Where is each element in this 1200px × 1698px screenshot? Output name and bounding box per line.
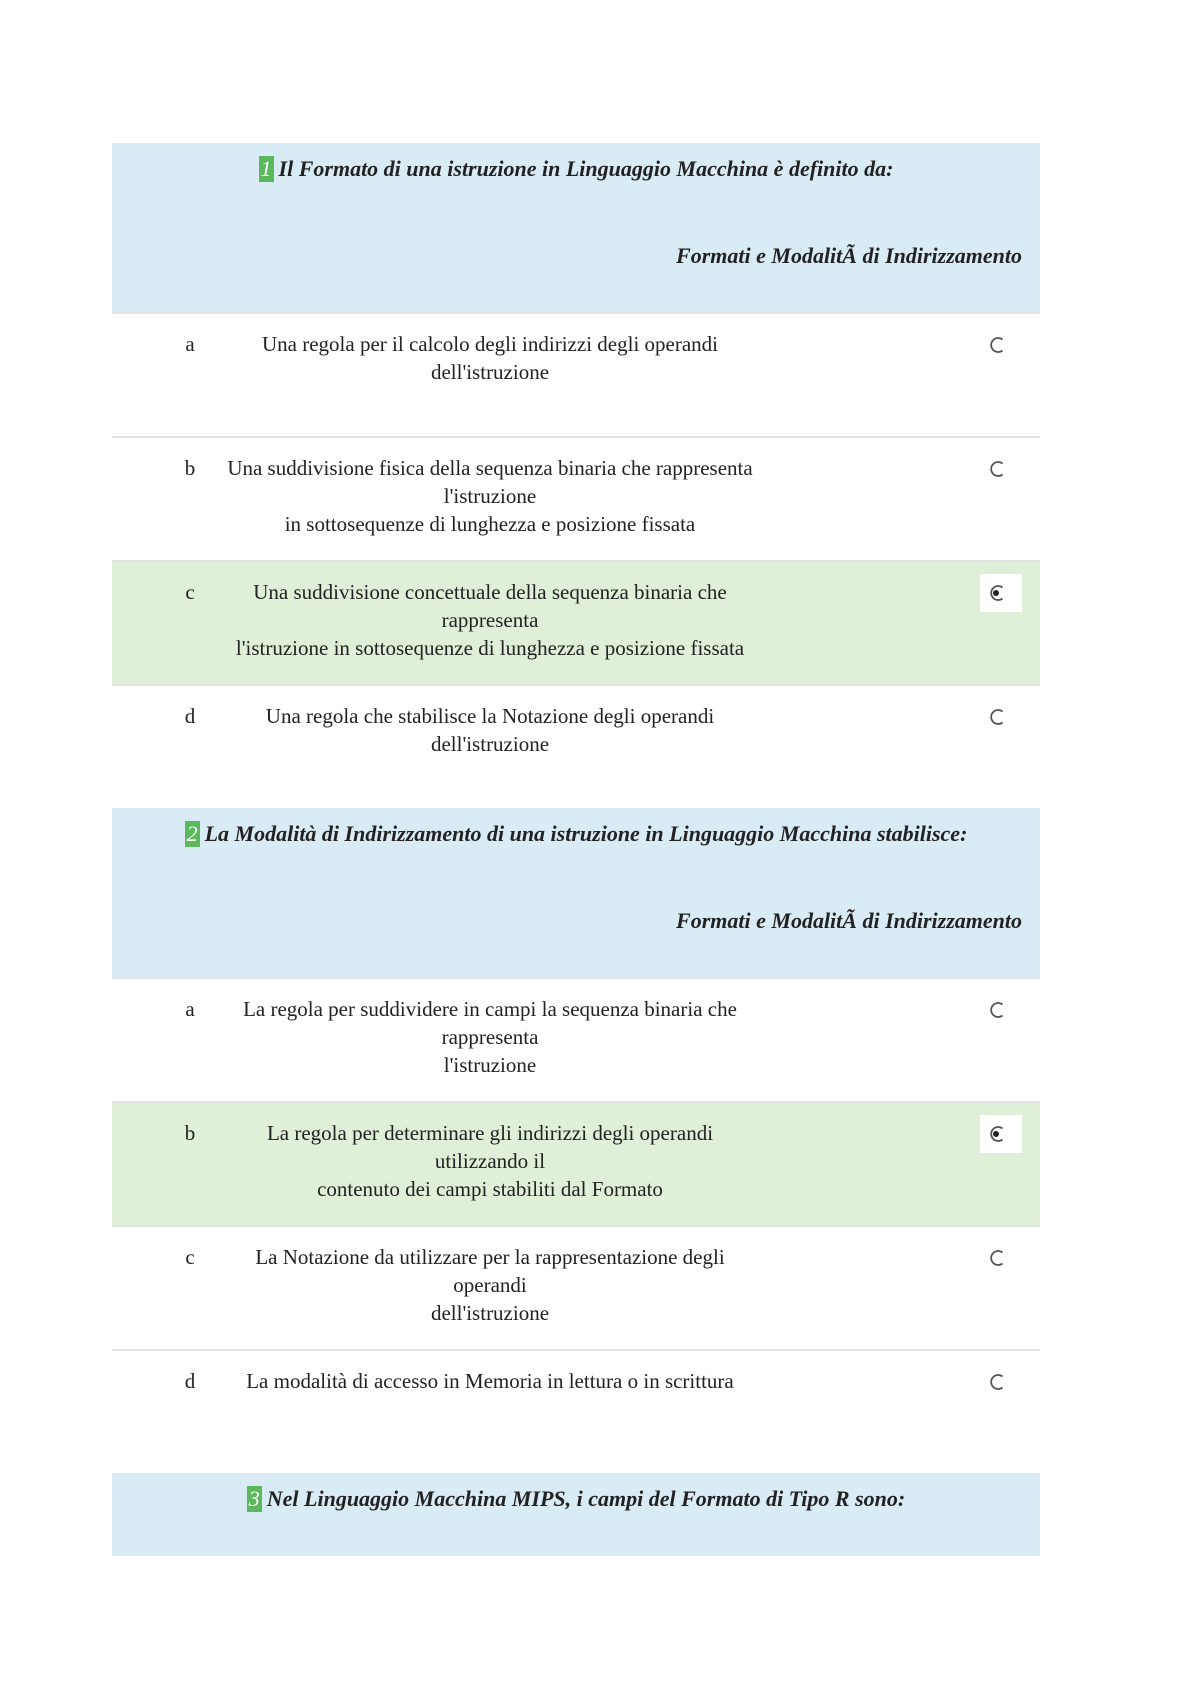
question-number-badge: 1 (260, 156, 272, 181)
option-row-1a[interactable] (112, 312, 1040, 436)
radio-button-2d[interactable] (980, 1363, 1022, 1401)
radio-button-icon (987, 1372, 1007, 1392)
radio-button-icon (987, 459, 1007, 479)
option-row-2c[interactable] (112, 1225, 1040, 1349)
question-title-1 (112, 155, 1040, 183)
option-text: Una regola per il calcolo degli indirizzi degli operandi dell'istruzione (262, 332, 718, 384)
option-letter: a (185, 332, 195, 356)
option-letter: a (185, 997, 195, 1021)
option-letter: c (185, 1245, 195, 1269)
option-row-2a[interactable] (112, 977, 1040, 1101)
question-text: Il Formato di una istruzione in Linguaggio Macchina è definito da: (278, 156, 894, 181)
radio-button-1b[interactable] (980, 450, 1022, 488)
option-letter: d (184, 1369, 196, 1393)
radio-button-2a[interactable] (980, 991, 1022, 1029)
question-number-badge: 2 (186, 821, 198, 846)
option-text: Una suddivisione concettuale della sequenza binaria che rappresenta l'istruzione in sottosequenze di lunghezza e posizione fissata (235, 580, 745, 660)
question-number-badge: 3 (248, 1486, 260, 1511)
option-text: Una suddivisione fisica della sequenza binaria che rappresenta l'istruzione in sottosequenze di lunghezza e posizione fissata (227, 456, 753, 536)
radio-button-checked-icon (987, 1124, 1007, 1144)
question-topic: Formati e ModalitÃ di Indirizzamento (676, 908, 1022, 933)
radio-button-icon (987, 1000, 1007, 1020)
option-row-2b[interactable] (112, 1101, 1040, 1225)
option-row-2d[interactable] (112, 1349, 1040, 1473)
question-header-2 (112, 808, 1040, 977)
option-row-1c[interactable] (112, 560, 1040, 684)
option-letter: b (184, 1121, 196, 1145)
radio-button-2b[interactable] (980, 1115, 1022, 1153)
quiz-sheet (112, 143, 1040, 1556)
option-text: La regola per determinare gli indirizzi degli operandi utilizzando il contenuto dei campi stabiliti dal Formato (266, 1121, 714, 1201)
option-text: La Notazione da utilizzare per la rappresentazione degli operandi dell'istruzione (255, 1245, 725, 1325)
radio-button-icon (987, 1248, 1007, 1268)
radio-button-icon (987, 335, 1007, 355)
option-letter: d (184, 704, 196, 728)
option-row-1b[interactable] (112, 436, 1040, 560)
radio-button-1c[interactable] (980, 574, 1022, 612)
option-text: Una regola che stabilisce la Notazione degli operandi dell'istruzione (265, 704, 715, 756)
radio-button-1a[interactable] (980, 326, 1022, 364)
option-letter: c (185, 580, 195, 604)
option-row-1d[interactable] (112, 684, 1040, 808)
question-topic: Formati e ModalitÃ di Indirizzamento (676, 243, 1022, 268)
radio-button-1d[interactable] (980, 698, 1022, 736)
radio-button-2c[interactable] (980, 1239, 1022, 1277)
question-title-2 (112, 820, 1040, 848)
radio-button-checked-icon (987, 583, 1007, 603)
option-letter: b (184, 456, 196, 480)
option-text: La regola per suddividere in campi la sequenza binaria che rappresenta l'istruzione (243, 997, 737, 1077)
radio-button-icon (987, 707, 1007, 727)
question-header-3 (112, 1473, 1040, 1556)
question-text: La Modalità di Indirizzamento di una istruzione in Linguaggio Macchina stabilisce: (204, 821, 968, 846)
question-text: Nel Linguaggio Macchina MIPS, i campi del Formato di Tipo R sono: (266, 1486, 906, 1511)
question-title-3 (112, 1485, 1040, 1513)
option-text: La modalità di accesso in Memoria in lettura o in scrittura (246, 1369, 734, 1393)
question-header-1 (112, 143, 1040, 312)
